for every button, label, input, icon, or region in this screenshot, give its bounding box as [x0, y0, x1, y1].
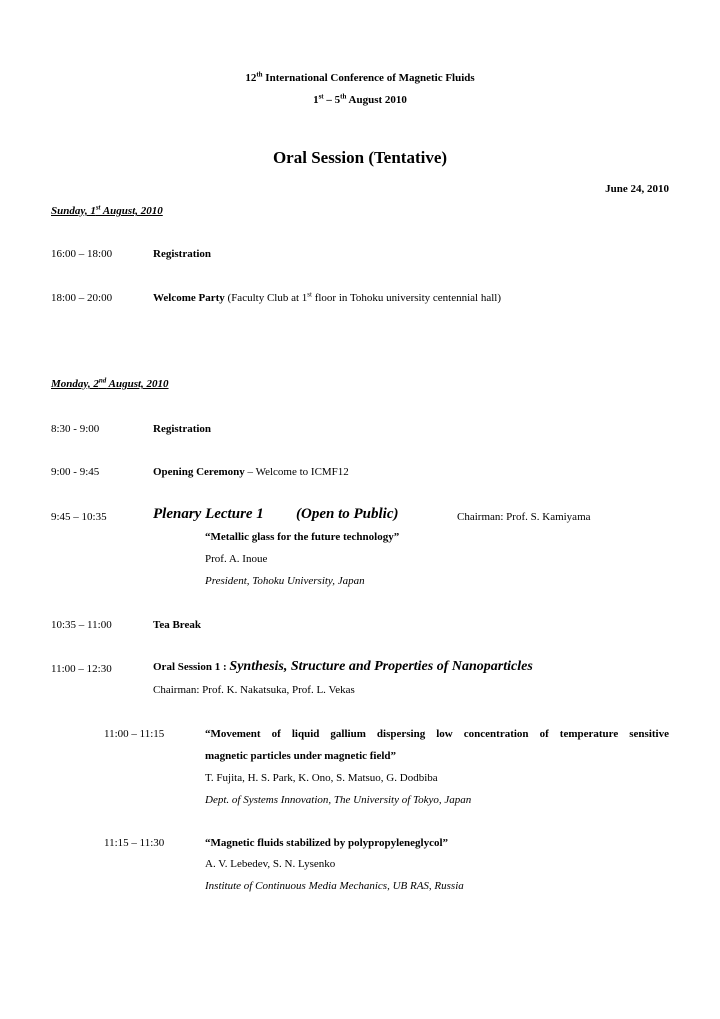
talk-time: 11:15 – 11:30 — [104, 837, 165, 849]
schedule-event: Opening Ceremony – Welcome to ICMF12 — [153, 466, 349, 478]
schedule-event: Registration — [153, 423, 212, 435]
talk-affiliation: Institute of Continuous Media Mechanics, UB RAS, Russia — [205, 880, 464, 892]
schedule-time: 11:00 – 12:30 — [51, 663, 112, 675]
talk-title: “Magnetic fluids stabilized by polypropyleneglycol” — [205, 837, 449, 849]
plenary-open-note: (Open to Public) — [296, 506, 399, 522]
talk-title-continued: magnetic particles under magnetic field” — [205, 750, 397, 762]
plenary-title: Plenary Lecture 1 — [153, 506, 264, 522]
day-heading-sunday: Sunday, 1st August, 2010 — [51, 203, 163, 217]
schedule-event: Welcome Party (Faculty Club at 1st floor in Tohoku university centennial hall) — [153, 290, 501, 304]
talk-title: “Movement of liquid gallium dispersing low concentration of temperature sensitive — [205, 728, 669, 740]
talk-time: 11:00 – 11:15 — [104, 728, 165, 740]
document-date: June 24, 2010 — [605, 183, 669, 195]
talk-title: “Metallic glass for the future technology” — [205, 531, 400, 543]
talk-authors: A. V. Lebedev, S. N. Lysenko — [205, 858, 336, 870]
talk-authors: T. Fujita, H. S. Park, K. Ono, S. Matsuo, G. Dodbiba — [205, 772, 438, 784]
schedule-time: 8:30 - 9:00 — [51, 423, 100, 435]
schedule-event: Tea Break — [153, 619, 201, 631]
schedule-time: 9:00 - 9:45 — [51, 466, 100, 478]
page-title: Oral Session (Tentative) — [272, 148, 448, 167]
conference-name: 12th International Conference of Magnetic Fluids — [245, 70, 475, 84]
session-heading: Oral Session 1 : Synthesis, Structure and Properties of Nanoparticles — [153, 659, 533, 674]
schedule-time: 9:45 – 10:35 — [51, 511, 107, 523]
schedule-event: Registration — [153, 248, 212, 260]
schedule-time: 18:00 – 20:00 — [51, 292, 113, 304]
day-heading-monday: Monday, 2nd August, 2010 — [51, 376, 169, 390]
talk-affiliation: Dept. of Systems Innovation, The University of Tokyo, Japan — [205, 794, 472, 806]
talk-affiliation: President, Tohoku University, Japan — [205, 575, 365, 587]
schedule-time: 16:00 – 18:00 — [51, 248, 113, 260]
session-chairs: Chairman: Prof. K. Nakatsuka, Prof. L. Vekas — [153, 684, 355, 696]
talk-speaker: Prof. A. Inoue — [205, 553, 268, 565]
plenary-chair: Chairman: Prof. S. Kamiyama — [457, 511, 591, 523]
conference-dates: 1st – 5th August 2010 — [313, 92, 407, 106]
schedule-time: 10:35 – 11:00 — [51, 619, 112, 631]
